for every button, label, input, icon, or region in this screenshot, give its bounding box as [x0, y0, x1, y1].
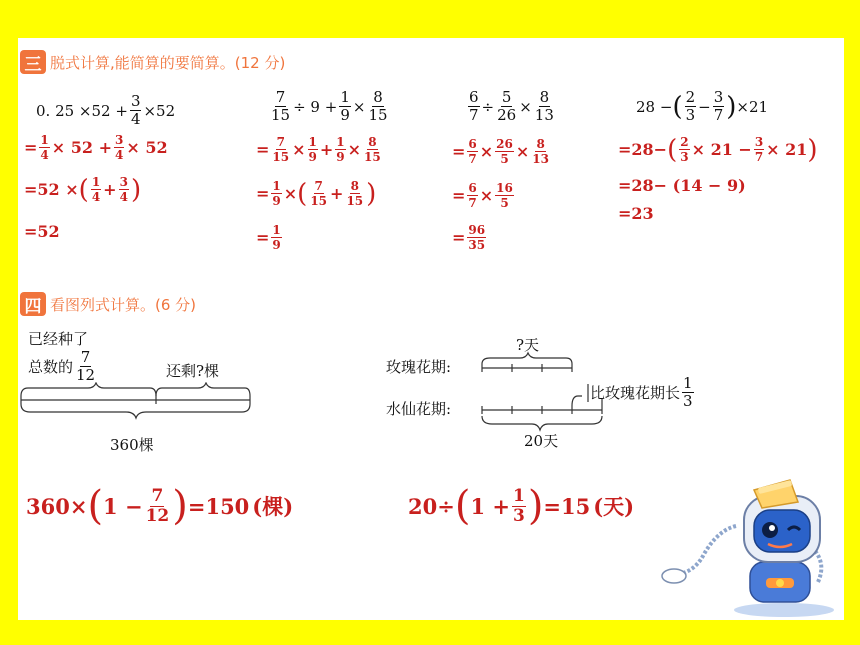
fig1-remain-label: 还剩?棵 [166, 362, 220, 380]
fig2-narcissus-label: 水仙花期: [386, 400, 452, 418]
p2-step-2: = $\frac{1}{9}$ × ( $\frac{7}{15}$ + $\frac{8}{15}$ ) [256, 178, 377, 209]
answer-2: 20÷ ( 1 + $\frac{1}{3}$ ) =15 (天) [408, 483, 635, 529]
section-3-title: 脱式计算,能简算的要简算。(12 分) [50, 53, 286, 72]
fig1-total-label: 360棵 [110, 436, 154, 454]
problem-2-expression: $\frac{7}{15}$ ÷ 9 + $\frac{1}{9}$ × $\frac{8}{15}$ [271, 88, 388, 124]
fig2-unknown-label: ?天 [516, 336, 540, 354]
p3-step-1: = $\frac{6}{7}$ × $\frac{26}{5}$ × $\frac{8}{13}$ [452, 137, 549, 166]
p1-step-3: =52 [24, 222, 60, 241]
p1-orig-b: ×52 [143, 101, 176, 120]
p3-step-2: = $\frac{6}{7}$ × $\frac{16}{5}$ [452, 181, 513, 210]
section-4-badge: 四 [20, 292, 46, 316]
p3-step-3: = $\frac{96}{35}$ [452, 223, 486, 252]
fig1-line-diagram [18, 382, 258, 432]
fig1-planted-label: 已经种了 [28, 330, 89, 348]
p2-step-1: = $\frac{7}{15}$ × $\frac{1}{9}$ + $\frac{1}{9}$ × $\frac{8}{15}$ [256, 135, 381, 164]
p1-orig-frac: $\frac{3}{4}$ [130, 92, 141, 128]
p4-step-2: =28− (14 − 9) [618, 176, 746, 195]
p4-step-1: =28− ( $\frac{2}{3}$ × 21 − $\frac{3}{7}$ × 21 ) [618, 134, 818, 165]
worksheet [18, 38, 844, 620]
section-3-header [20, 50, 285, 74]
p2-step-3: = $\frac{1}{9}$ [256, 223, 281, 252]
problem-1-expression [36, 94, 175, 127]
p1-orig-a: 0. 25 ×52 + [36, 101, 128, 120]
robot-mascot-illustration [658, 466, 838, 618]
section-4-header [20, 292, 196, 316]
p1-step-1: = $\frac{1}{4}$ × 52 + $\frac{3}{4}$ × 52 [24, 133, 168, 162]
fig1-total-fraction-label: 总数的 $\frac{7}{12}$ [28, 348, 96, 384]
problem-3-expression: $\frac{6}{7}$ ÷ $\frac{5}{26}$ × $\frac{8}{13}$ [469, 88, 554, 124]
fig2-rose-label: 玫瑰花期: [386, 358, 452, 376]
fig2-longer-label: 比玫瑰花期长 $\frac{1}{3}$ [590, 374, 693, 410]
answer-1: 360× ( 1 − $\frac{7}{12}$ ) =150 (棵) [26, 483, 294, 529]
fig2-total-label: 20天 [524, 432, 559, 450]
p4-step-3: =23 [618, 204, 654, 223]
problem-4-expression: 28 − ( $\frac{2}{3}$ − $\frac{3}{7}$ ) ×21 [636, 88, 769, 124]
p1-step-2: =52 × ( $\frac{1}{4}$ + $\frac{3}{4}$ ) [24, 174, 142, 205]
fig2-line-diagram [478, 344, 608, 440]
section-4-title: 看图列式计算。(6 分) [50, 295, 197, 314]
section-3-badge: 三 [20, 50, 46, 74]
